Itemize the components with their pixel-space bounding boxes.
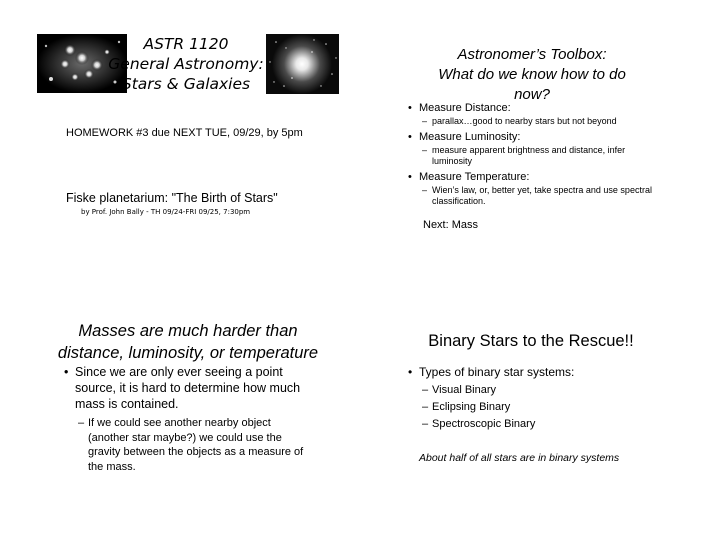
sub-item [422, 116, 659, 127]
binary-type: Visual Binary [432, 384, 496, 396]
slide1-title-line-2: General Astronomy: [108, 55, 264, 73]
slide3-title-line-2: distance, luminosity, or temperature [57, 344, 319, 362]
sub-item [78, 416, 306, 474]
sub-item [422, 185, 652, 207]
binary-note: About half of all stars are in binary systems [419, 452, 620, 464]
slide1-title [108, 34, 264, 94]
dash-icon: – [422, 384, 429, 396]
mass-list [64, 364, 313, 474]
bullet-icon: • [64, 365, 69, 379]
list-item-label: Measure Distance: [419, 102, 511, 114]
planetarium-notice: Fiske planetarium: "The Birth of Stars" [66, 191, 278, 205]
slide2-title [412, 45, 652, 105]
dash-icon: – [422, 145, 428, 155]
list-item [64, 364, 313, 474]
sub-item-text: If we could see another nearby object (another star maybe?) we could use the gravity between the objects as a measure of the mass. [88, 417, 304, 473]
binary-type: Eclipsing Binary [432, 401, 511, 413]
sub-list [422, 116, 659, 127]
list-item-label: Measure Luminosity: [419, 131, 521, 143]
list-item [408, 364, 669, 433]
bullet-icon: • [408, 365, 413, 379]
dash-icon: – [78, 417, 85, 429]
homework-notice: HOMEWORK #3 due NEXT TUE, 09/29, by 5pm [66, 127, 303, 139]
sub-item [422, 145, 652, 167]
list-item [408, 130, 659, 167]
next-topic: Next: Mass [423, 219, 479, 231]
sub-list [78, 416, 306, 474]
slide1-title-line-3: Stars & Galaxies [121, 75, 251, 93]
list-item [408, 101, 659, 127]
list-item-text: Types of binary star systems: [419, 365, 575, 379]
slide4-title: Binary Stars to the Rescue!! [428, 332, 634, 350]
bullet-icon: • [408, 102, 412, 114]
sub-item [422, 399, 669, 416]
slide3-title-line-1: Masses are much harder than [78, 322, 298, 340]
slide1-title-line-1: ASTR 1120 [143, 35, 229, 53]
globular-cluster-image [266, 34, 339, 94]
dash-icon: – [422, 116, 428, 126]
sub-item-text: measure apparent brightness and distance, infer luminosity [432, 145, 626, 166]
sub-item [422, 382, 669, 399]
sub-item [422, 416, 669, 433]
slide2-title-line-1: Astronomer’s Toolbox: [457, 46, 607, 63]
slide3-title [20, 320, 356, 364]
sub-item-text: parallax…good to nearby stars but not beyond [432, 116, 617, 126]
binary-type: Spectroscopic Binary [432, 418, 536, 430]
slide2-title-line-2: What do we know how to do [438, 66, 626, 83]
planetarium-details: by Prof. John Bally - TH 09/24-FRI 09/25, 7:30pm [81, 208, 251, 216]
dash-icon: – [422, 401, 429, 413]
binary-list [408, 364, 669, 433]
list-item-label: Measure Temperature: [419, 171, 530, 183]
slide2-title-line-3: now? [514, 86, 550, 103]
toolbox-list [408, 101, 659, 210]
list-item [408, 170, 659, 207]
list-item-text: Since we are only ever seeing a point source, it is hard to determine how much mass is contained. [75, 365, 301, 411]
bullet-icon: • [408, 131, 412, 143]
sub-item-text: Wien’s law, or, better yet, take spectra and use spectral classification. [432, 185, 652, 206]
bullet-icon: • [408, 171, 412, 183]
sub-list [422, 382, 669, 433]
sub-list [422, 145, 652, 167]
dash-icon: – [422, 418, 429, 430]
sub-list [422, 185, 652, 207]
dash-icon: – [422, 185, 428, 195]
